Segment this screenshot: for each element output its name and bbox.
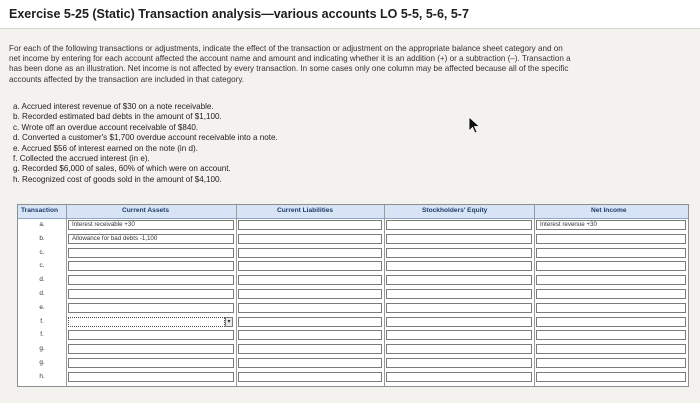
net-income-cell[interactable]	[536, 344, 686, 354]
transaction-item: d. Converted a customer's $1,700 overdue account receivable into a note.	[13, 133, 278, 143]
current-liabilities-cell[interactable]	[238, 317, 382, 327]
current-assets-cell[interactable]	[68, 303, 234, 313]
current-liabilities-cell[interactable]	[238, 358, 382, 368]
transaction-label: h.	[39, 372, 45, 380]
header-current-liabilities: Current Liabilities	[277, 207, 334, 214]
transaction-item: f. Collected the accrued interest (in e).	[13, 154, 150, 164]
transaction-item: g. Recorded $6,000 of sales, 60% of which were on account.	[13, 164, 231, 174]
transaction-label: g.	[39, 359, 45, 366]
transaction-label: b.	[39, 234, 45, 242]
stockholders-equity-cell[interactable]	[386, 330, 532, 340]
current-assets-cell[interactable]	[68, 261, 234, 271]
current-liabilities-cell[interactable]	[238, 248, 382, 258]
current-assets-cell[interactable]: Allowance for bad debts -1,100	[68, 234, 234, 244]
current-assets-cell[interactable]	[68, 317, 225, 327]
net-income-cell[interactable]	[536, 248, 686, 258]
mouse-pointer-icon	[468, 116, 482, 134]
stockholders-equity-cell[interactable]	[386, 303, 532, 313]
title-bar	[0, 0, 700, 29]
current-assets-cell[interactable]	[68, 344, 234, 354]
stockholders-equity-cell[interactable]	[386, 358, 532, 368]
table-row	[18, 371, 688, 384]
stockholders-equity-cell[interactable]	[386, 372, 532, 382]
transaction-label: d.	[39, 276, 45, 284]
transaction-label: f.	[40, 331, 44, 339]
transaction-label: e.	[39, 303, 45, 311]
current-liabilities-cell[interactable]	[238, 372, 382, 382]
header-net-income: Net Income	[591, 207, 627, 214]
transaction-item: a. Accrued interest revenue of $30 on a note receivable.	[13, 102, 214, 111]
table-row	[18, 288, 688, 301]
current-liabilities-cell[interactable]	[238, 303, 382, 313]
table-header-row	[18, 205, 688, 219]
net-income-cell[interactable]	[536, 261, 686, 271]
net-income-cell[interactable]: Interest revenue +30	[536, 220, 686, 230]
transaction-item: b. Recorded estimated bad debts in the amount of $1,100.	[13, 112, 222, 122]
current-liabilities-cell[interactable]	[238, 261, 382, 271]
current-assets-cell[interactable]	[68, 289, 234, 299]
dropdown-arrow-button[interactable]: ▾	[225, 317, 233, 327]
table-row	[18, 329, 688, 342]
header-current-assets: Current Assets	[122, 207, 170, 214]
table-row	[18, 357, 688, 370]
net-income-cell[interactable]	[536, 289, 686, 299]
stockholders-equity-cell[interactable]	[386, 220, 532, 230]
stockholders-equity-cell[interactable]	[386, 289, 532, 299]
stockholders-equity-cell[interactable]	[386, 261, 532, 271]
table-row	[18, 302, 688, 315]
stockholders-equity-cell[interactable]	[386, 248, 532, 258]
stockholders-equity-cell[interactable]	[386, 317, 532, 327]
instructions-paragraph: For each of the following transactions or adjustments, indicate the effect of the transaction or adjustment on the appropriate balance sheet category and on net income by entering for each account affected the account name and amount and indicating whether it is an addition (+) or a subtraction (–). Transaction a has been done as an illustration. Net income is not affected by every transaction. In some cases only one column may be affected because all of the specific accounts affected by the transaction are included in that category.	[9, 44, 571, 84]
net-income-cell[interactable]	[536, 303, 686, 313]
table-row	[18, 233, 688, 246]
current-liabilities-cell[interactable]	[238, 275, 382, 285]
transaction-label: d.	[39, 290, 45, 297]
current-assets-cell[interactable]	[68, 248, 234, 258]
stockholders-equity-cell[interactable]	[386, 275, 532, 285]
table-row	[18, 274, 688, 287]
net-income-cell[interactable]	[536, 372, 686, 382]
net-income-cell[interactable]	[536, 330, 686, 340]
net-income-cell[interactable]	[536, 234, 686, 244]
current-assets-cell[interactable]	[68, 330, 234, 340]
net-income-cell[interactable]	[536, 358, 686, 368]
transaction-label: c.	[39, 262, 45, 270]
transaction-item: e. Accrued $56 of interest earned on the note (in d).	[13, 143, 198, 153]
current-assets-cell[interactable]	[68, 372, 234, 382]
stockholders-equity-cell[interactable]	[386, 234, 532, 244]
transaction-analysis-table	[17, 204, 689, 387]
current-liabilities-cell[interactable]	[238, 289, 382, 299]
current-liabilities-cell[interactable]	[238, 220, 382, 230]
net-income-cell[interactable]	[536, 275, 686, 285]
header-stockholders-equity: Stockholders' Equity	[422, 207, 488, 214]
table-row	[18, 260, 688, 273]
transaction-item: h. Recognized cost of goods sold in the amount of $4,100.	[13, 174, 222, 184]
table-row	[18, 343, 688, 356]
transaction-item: c. Wrote off an overdue account receivable of $840.	[13, 122, 199, 132]
exercise-title: Exercise 5-25 (Static) Transaction analysis—various accounts LO 5-5, 5-6, 5-7	[9, 7, 469, 21]
transaction-label: f.	[40, 317, 44, 325]
table-row	[18, 247, 688, 260]
current-assets-cell[interactable]	[68, 358, 234, 368]
current-assets-cell[interactable]: Interest receivable +30	[68, 220, 234, 230]
table-row	[18, 316, 688, 329]
transaction-label: c.	[39, 248, 45, 256]
current-assets-cell[interactable]	[68, 275, 234, 285]
header-transaction: Transaction	[21, 207, 59, 214]
transaction-list	[13, 102, 433, 185]
stockholders-equity-cell[interactable]	[386, 344, 532, 354]
net-income-cell[interactable]	[536, 317, 686, 327]
current-liabilities-cell[interactable]	[238, 344, 382, 354]
transaction-label: a.	[39, 221, 45, 228]
transaction-label: g.	[39, 345, 45, 353]
table-row	[18, 219, 688, 232]
current-liabilities-cell[interactable]	[238, 330, 382, 340]
current-liabilities-cell[interactable]	[238, 234, 382, 244]
